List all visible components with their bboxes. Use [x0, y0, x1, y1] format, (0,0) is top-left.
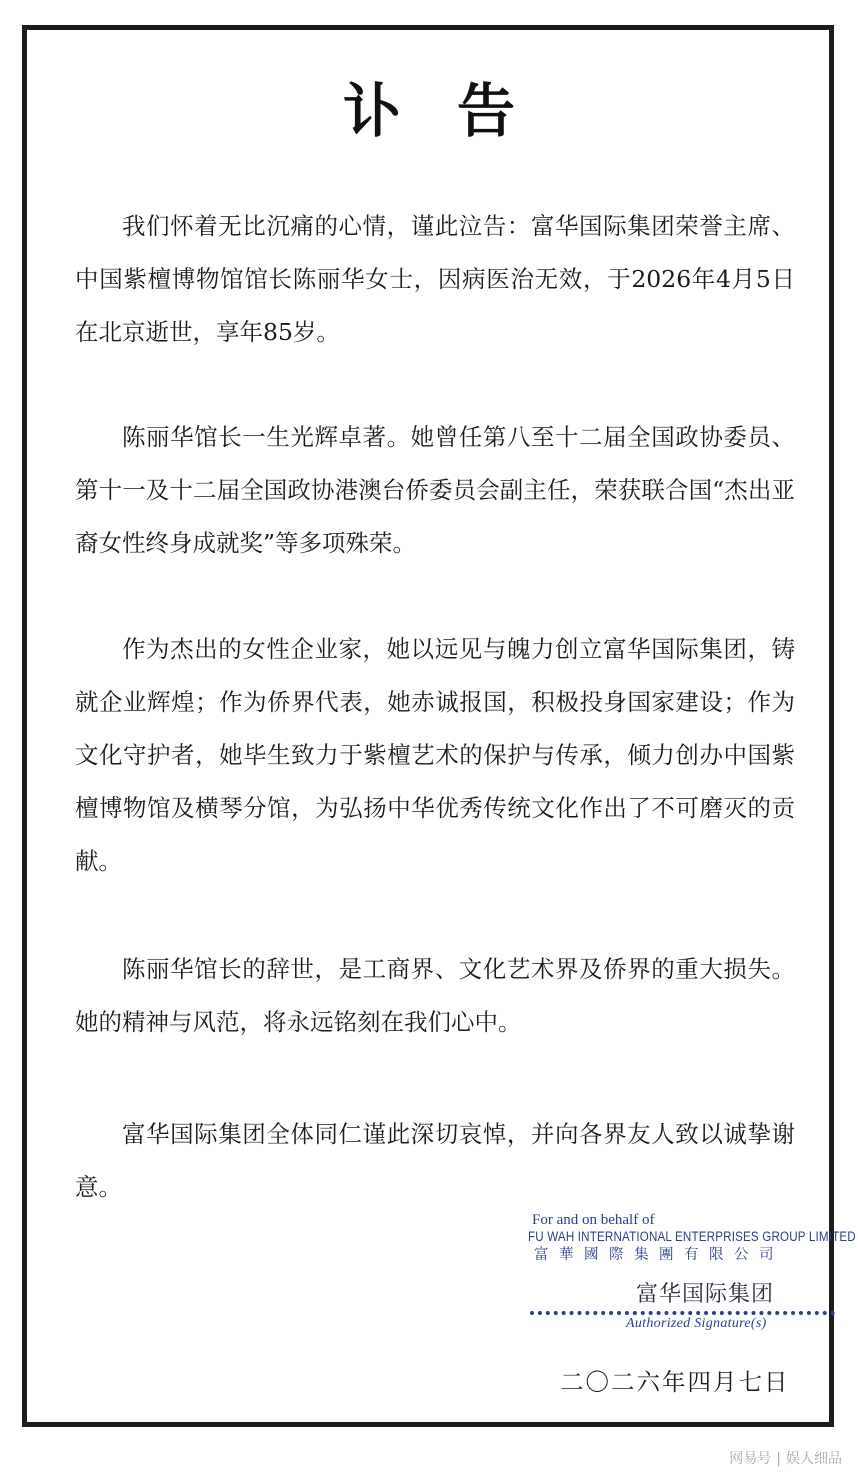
paragraph-loss: 陈丽华馆长的辞世，是工商界、文化艺术界及侨界的重大损失。她的精神与风范，将永远铭刻在我们心中。: [75, 955, 795, 1036]
authorized-signature-label: Authorized Signature(s): [626, 1316, 767, 1331]
paragraph-career: 陈丽华馆长一生光辉卓著。她曾任第八至十二届全国政协委员、第十一及十二届全国政协港澳台侨委员会副主任，荣获联合国“杰出亚裔女性终身成就奖”等多项殊荣。: [75, 423, 795, 557]
watermark-divider: |: [776, 1451, 781, 1467]
stamp-on-behalf: For and on behalf of: [532, 1212, 655, 1228]
page-title: 讣告: [342, 77, 571, 145]
paragraph-condolence: 富华国际集团全体同仁谨此深切哀悼，并向各界友人致以诚挚谢意。: [75, 1120, 795, 1201]
stamp-company-chinese: 富華國際集團有限公司: [534, 1247, 784, 1263]
company-stamp: [528, 1212, 856, 1265]
signature-line: [530, 1311, 835, 1315]
watermark-footer: [729, 1448, 842, 1468]
watermark-source: 网易号: [729, 1451, 772, 1467]
document-date: 二〇二六年四月七日: [560, 1368, 790, 1396]
watermark-author: 娱人细品: [786, 1451, 842, 1467]
paragraph-contributions: 作为杰出的女性企业家，她以远见与魄力创立富华国际集团，铸就企业辉煌；作为侨界代表，她赤诚报国，积极投身国家建设；作为文化守护者，她毕生致力于紫檀艺术的保护与传承，倾力创办中国紫檀博物馆及横琴分馆，为弘扬中华优秀传统文化作出了不可磨灭的贡献。: [75, 635, 795, 875]
stamp-company-english: FU WAH INTERNATIONAL ENTERPRISES GROUP LIMITED: [528, 1229, 856, 1244]
paragraph-announcement: 我们怀着无比沉痛的心情，谨此泣告：富华国际集团荣誉主席、中国紫檀博物馆馆长陈丽华女士，因病医治无效，于2026年4月5日在北京逝世，享年85岁。: [75, 212, 795, 346]
signature-company: 富华国际集团: [636, 1282, 775, 1307]
